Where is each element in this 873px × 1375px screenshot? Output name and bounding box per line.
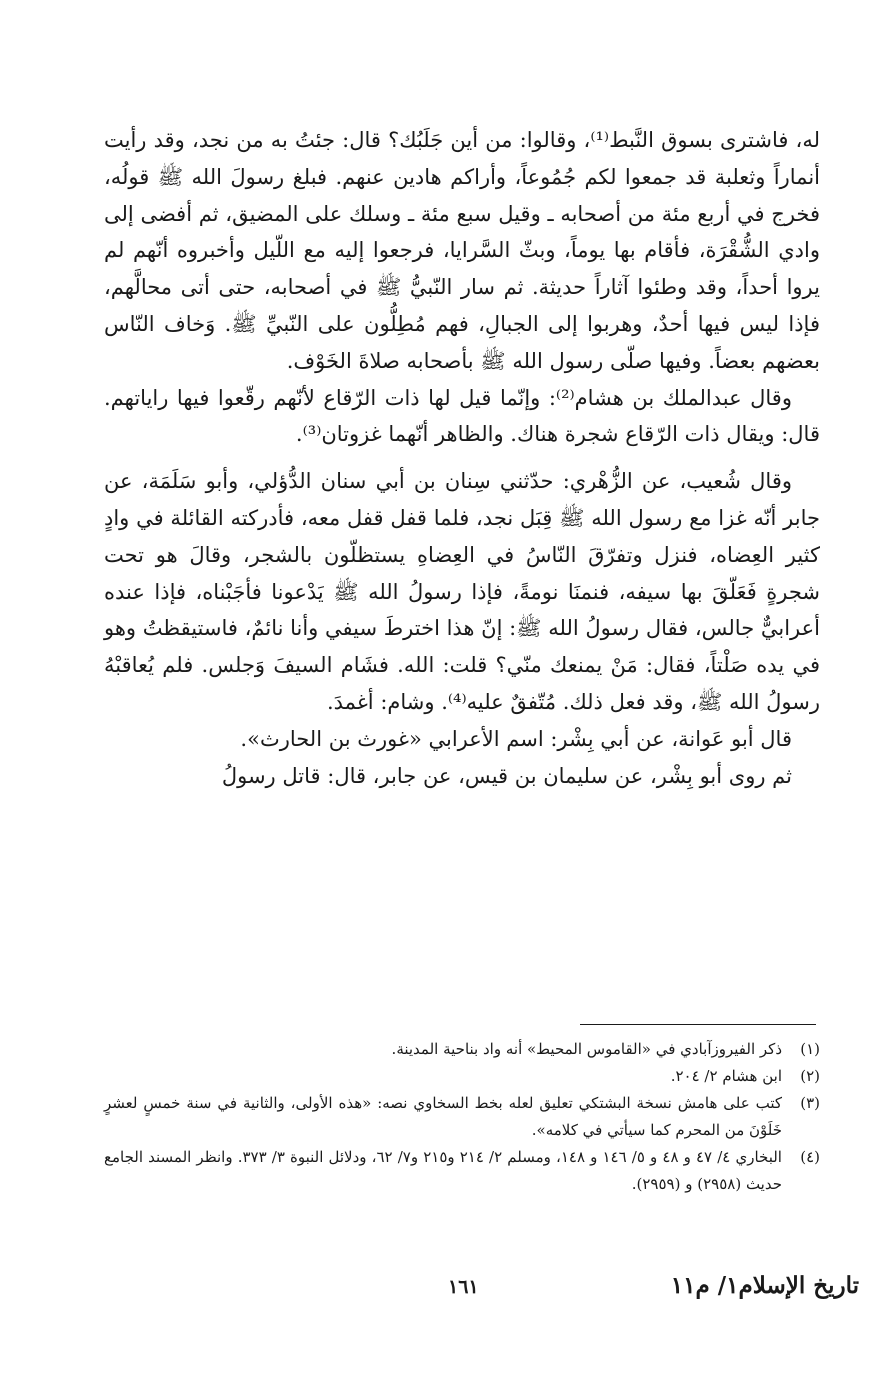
footnote-4 [104, 1144, 820, 1198]
footnote-number: (٤) [800, 1148, 820, 1166]
footnote-number: (٣) [800, 1094, 820, 1112]
paragraph-1: له، فاشترى بسوق النَّبط⁽¹⁾، وقالوا: من أين جَلَبُك؟ قال: جئتُ به من نجد، وقد رأيت أنماراً وثعلبة قد جمعوا لكم جُمُوعاً، وأراكم هادين عنهم. فبلغ رسولَ الله ﷺ قولُه، فخرج في أربع مئة من أصحابه ـ وقيل سبع مئة ـ وسلك على المضيق، ثم أفضى إلى وادي الشُّقْرَة، فأقام بها يوماً، وبثّ السَّرايا، فرجعوا إليه مع اللّيل وأخبروه أنّهم لم يروا أحداً، وقد وطئوا آثاراً حديثة. ثم سار النّبيُّ ﷺ في أصحابه، حتى أتى محالَّهم، فإذا ليس فيها أحدٌ، وهربوا إلى الجبالِ، فهم مُطِلُّون على النّبيِّ ﷺ. وَخاف النّاس بعضهم بعضاً. وفيها صلّى رسول الله ﷺ بأصحابه صلاةَ الخَوْف. [104, 128, 820, 373]
paragraph-4: قال أبو عَوانة، عن أبي بِشْر: اسم الأعرابي «غورث بن الحارث». [240, 726, 792, 751]
page-number: ١٦١ [448, 1276, 479, 1298]
paragraph-2: وقال عبدالملك بن هشام⁽²⁾: وإنّما قيل لها ذات الرّقاع لأنّهم رقّعوا فيها راياتهم. قال: ويقال ذات الرّقاع شجرة هناك. والظاهر أنّهما غزوتان⁽³⁾. [104, 385, 820, 447]
running-footer-title: تاريخ الإسلام١/ م١١ [670, 1272, 859, 1299]
footnote-2 [104, 1063, 820, 1090]
footnote-number: (١) [800, 1040, 820, 1058]
footnotes [104, 1036, 820, 1198]
footnote-3 [104, 1090, 820, 1144]
paragraph-5: ثم روى أبو بِشْر، عن سليمان بن قيس، عن جابر، قال: قاتل رسولُ [221, 763, 792, 788]
footnote-divider [580, 1024, 816, 1025]
main-text [104, 122, 820, 794]
footnote-1 [104, 1036, 820, 1063]
footnote-text: ابن هشام ٢/ ٢٠٤. [670, 1067, 782, 1085]
paragraph-3: وقال شُعيب، عن الزُّهْري: حدّثني سِنان بن أبي سنان الدُّؤلي، وأبو سَلَمَة، عن جابر أنّه غزا مع رسول الله ﷺ قِبَل نجد، فلما قفل قفل معه، فأدركته القائلة في وادٍ كثير العِضاه، فنزل وتفرّقَ النّاسُ في العِضاهِ يستظلّون بالشجر، وقالَ هو تحت شجرةٍ فَعَلّقَ بها سيفه، فنمنَا نومةً، فإذا رسولُ الله ﷺ يَدْعونا فأجَبْناه، فإذا عنده أعرابيٌّ جالس، فقال رسولُ الله ﷺ: إنّ هذا اخترطَ سيفي وأنا نائمٌ، فاستيقظتُ وهو في يده صَلْتاً، فقال: مَنْ يمنعك منّي؟ قلت: الله. فشَام السيفَ وَجلس. فلم يُعاقبْهُ رسولُ الله ﷺ، وقد فعل ذلك. مُتّفقٌ عليه⁽⁴⁾. وشام: أغمدَ. [104, 469, 820, 714]
footnote-number: (٢) [800, 1067, 820, 1085]
footnote-text: البخاري ٤/ ٤٧ و ٤٨ و ٥/ ١٤٦ و ١٤٨، ومسلم ٢/ ٢١٤ و٢١٥ و٧/ ٦٢، ودلائل النبوة ٣/ ٣٧٣. وانظر المسند الجامع حديث (٢٩٥٨) و (٢٩٥٩). [104, 1148, 782, 1193]
footnote-text: ذكر الفيروزآبادي في «القاموس المحيط» أنه واد بناحية المدينة. [391, 1040, 782, 1058]
footnote-text: كتب على هامش نسخة البشتكي تعليق لعله بخط السخاوي نصه: «هذه الأولى، والثانية في سنة خمسٍ لعشرٍ خَلَوْنَ من المحرم كما سيأتي في كلامه». [104, 1094, 782, 1139]
